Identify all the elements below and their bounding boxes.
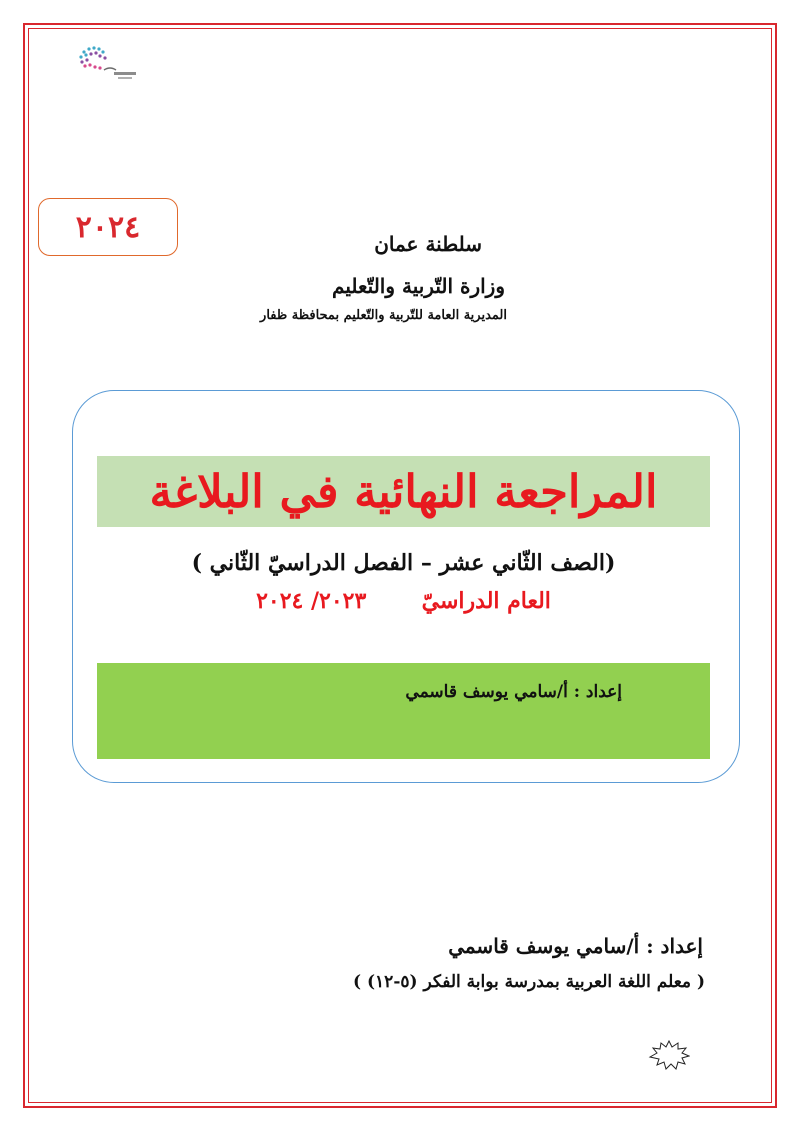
author-band (97, 663, 710, 759)
prepared-by-footer: إعداد : أ/سامي يوسف قاسمي (448, 934, 703, 958)
academic-year-value: ٢٠٢٣/ ٢٠٢٤ (256, 588, 367, 614)
country-name: سلطنة عمان (374, 232, 482, 256)
academic-year (97, 588, 710, 614)
teacher-note: ( معلم اللغة العربية بمدرسة بوابة الفكر (٥-١٢) ) (353, 972, 705, 992)
year-badge: ٢٠٢٤ (38, 198, 178, 256)
title-band (97, 456, 710, 527)
academic-year-label: العام الدراسيّ (421, 588, 551, 614)
prepared-by-panel: إعداد : أ/سامي يوسف قاسمي (405, 682, 622, 702)
starburst-icon (648, 1040, 690, 1070)
directorate-name: المديرية العامة للتّربية والتّعليم بمحافظة ظفار (260, 308, 507, 323)
ministry-logo-icon (70, 40, 140, 86)
grade-semester: (الصف الثّاني عشر – الفصل الدراسيّ الثّاني ) (191, 550, 616, 576)
document-title: المراجعة النهائية في البلاغة (149, 465, 658, 518)
ministry-name: وزارة التّربية والتّعليم (332, 274, 505, 298)
